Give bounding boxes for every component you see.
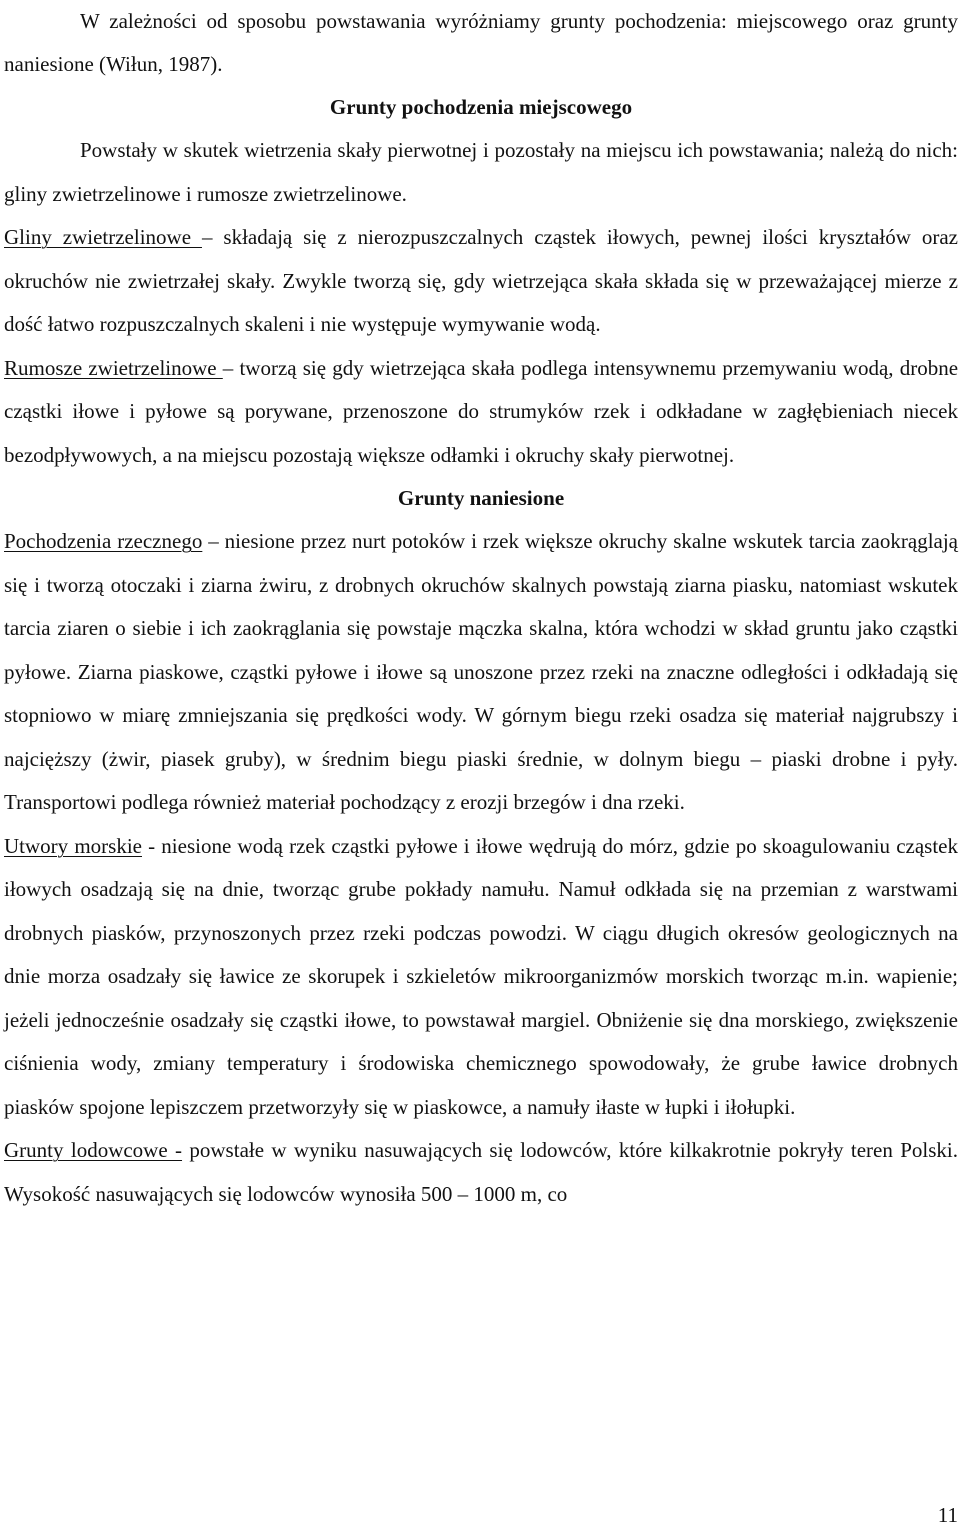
rumosze-text: – tworzą się gdy wietrzejąca skała podlega intensywnemu przemywaniu wodą, drobne cząstki iłowe i pyłowe są porywane, przenoszone do strumyków rzek i odkładane w zagłębieniach niecek bezodpływowych, a na miejscu pozostają większe odłamki i okruchy skały pierwotnej. bbox=[4, 355, 959, 467]
page-number: 11 bbox=[937, 1503, 958, 1527]
rzeczne-paragraph bbox=[4, 520, 958, 825]
intro-paragraph: W zależności od sposobu powstawania wyróżniamy grunty pochodzenia: miejscowego oraz grunty naniesione (Wiłun, 1987). bbox=[4, 9, 958, 76]
lodowcowe-term: Grunty lodowcowe - bbox=[4, 1138, 183, 1162]
lodowcowe-paragraph bbox=[4, 1129, 958, 1216]
rumosze-term: Rumosze zwietrzelinowe bbox=[4, 355, 223, 380]
document-page bbox=[4, 0, 958, 1216]
rzeczne-term: Pochodzenia rzecznego bbox=[4, 529, 203, 553]
morskie-text: - niesione wodą rzek cząstki pyłowe i iłowe wędrują do mórz, gdzie po skoagulowaniu cząstek iłowych osadzają się na dnie, tworząc grube pokłady namułu. Namuł odkłada się na przemian z warstwami drobnych piasków, przynoszonych przez rzeki podczas powodzi. W ciągu długich okresów geologicznych na dnie morza osadzały się ławice ze skorupek i szkieletów mikroorganizmów morskich tworząc m.in. wapienie; jeżeli jednocześnie osadzały się cząstki iłowe, to powstawał margiel. Obniżenie się dna morskiego, zwiększenie ciśnienia wody, zmiany temperatury i środowiska chemicznego spowodowały, że grube ławice drobnych piasków spojone lepiszczem przetworzyły się w piaskowce, a namuły iłaste w łupki i iłołupki. bbox=[4, 833, 958, 1119]
lodowcowe-text: powstałe w wyniku nasuwających się lodowców, które kilkakrotnie pokryły teren Polski. Wysokość nasuwających się lodowców wynosiła 500 – 1000 m, co bbox=[4, 1138, 959, 1206]
morskie-paragraph bbox=[4, 825, 958, 1130]
section-heading-local-soils: Grunty pochodzenia miejscowego bbox=[329, 95, 633, 119]
morskie-term: Utwory morskie bbox=[4, 833, 142, 858]
rumosze-paragraph bbox=[4, 347, 958, 478]
section-heading-deposited-soils: Grunty naniesione bbox=[397, 486, 565, 510]
gliny-term: Gliny zwietrzelinowe bbox=[4, 225, 202, 249]
local-soils-intro-paragraph: Powstały w skutek wietrzenia skały pierwotnej i pozostały na miejscu ich powstawania; należą do nich: gliny zwietrzelinowe i rumosze zwietrzelinowe. bbox=[4, 138, 958, 206]
gliny-text: – składają się z nierozpuszczalnych cząstek iłowych, pewnej ilości kryształów oraz okruchów nie zwietrzałej skały. Zwykle tworzą się, gdy wietrzejąca skała składa się w przeważającej mierze z dość łatwo rozpuszczalnych skaleni i nie występuje wymywanie wodą. bbox=[4, 225, 958, 336]
rzeczne-text: – niesione przez nurt potoków i rzek większe okruchy skalne wskutek tarcia zaokrąglają się i tworzą otoczaki i ziarna żwiru, z drobnych okruchów skalnych powstają ziarna piasku, natomiast wskutek tarcia ziaren o siebie i ich zaokrąglania się powstaje mączka skalna, która wchodzi w skład gruntu jako cząstki pyłowe. Ziarna piaskowe, cząstki pyłowe i iłowe są unoszone przez rzeki na znaczne odległości i odkładają się stopniowo w miarę zmniejszania się prędkości wody. W górnym biegu rzeki osadza się materiał najgrubszy i najcięższy (żwir, piasek gruby), w średnim biegu piaski średnie, w dolnym biegu – piaski drobne i pyły. Transportowi podlega również materiał pochodzący z erozji brzegów i dna rzeki. bbox=[4, 529, 958, 814]
gliny-paragraph bbox=[4, 216, 958, 347]
